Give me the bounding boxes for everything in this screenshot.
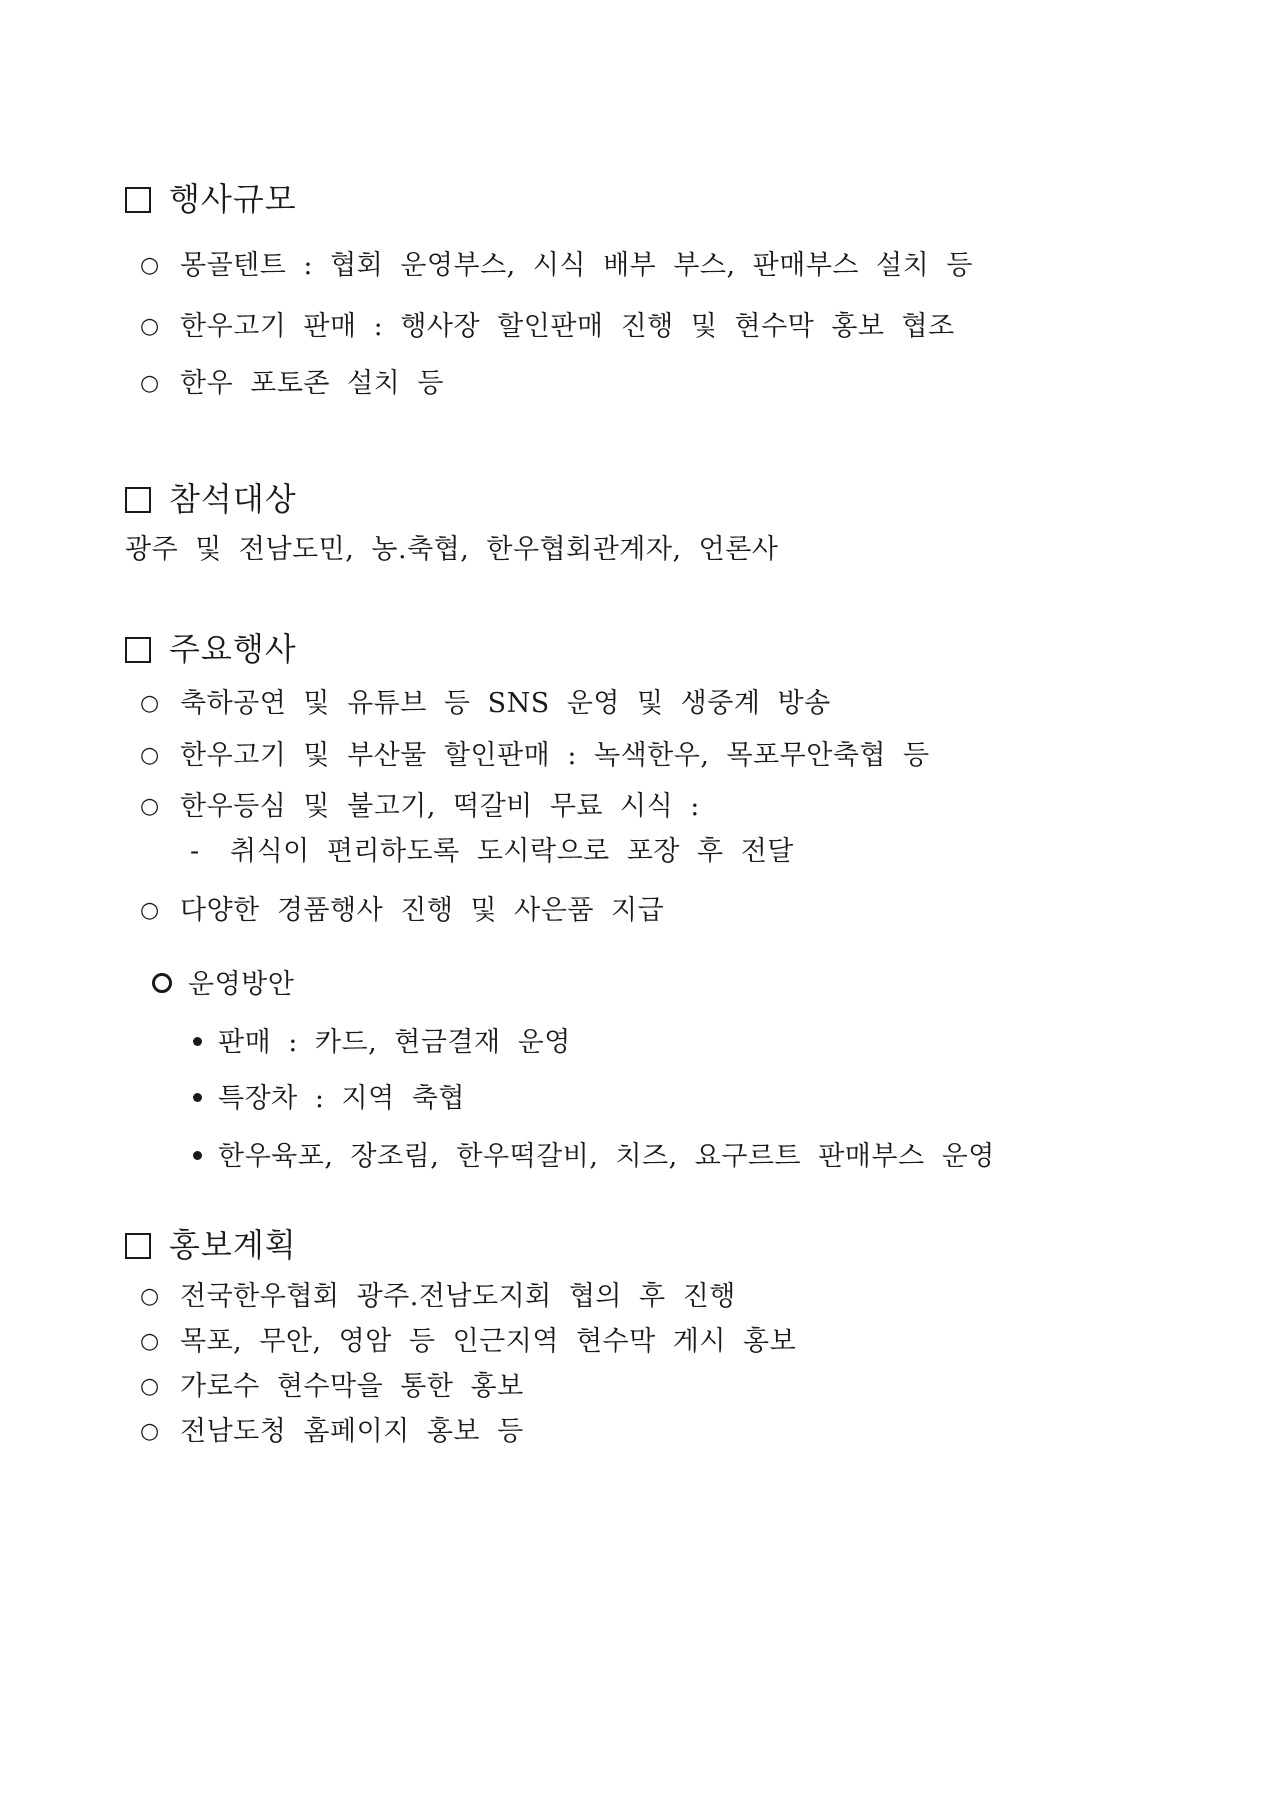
section-heading-text: 행사규모 (169, 180, 297, 218)
list-item-text: 한우등심 및 불고기, 떡갈비 무료 시식 : (180, 791, 700, 822)
list-item (140, 690, 831, 717)
checkbox-square-icon (125, 487, 151, 513)
circle-bullet-icon: ○ (140, 794, 160, 819)
list-item (140, 252, 973, 279)
checkbox-square-icon (125, 187, 151, 213)
ring-bullet-icon (152, 973, 172, 993)
list-item-text: 목포, 무안, 영암 등 인근지역 현수막 게시 홍보 (180, 1326, 797, 1357)
operation-point (193, 1085, 465, 1112)
section-heading-attendees (125, 480, 297, 518)
list-item-text: 가로수 현수막을 통한 홍보 (180, 1371, 524, 1402)
attendees-text: 광주 및 전남도민, 농.축협, 한우협회관계자, 언론사 (125, 534, 779, 565)
operation-point-text: 한우육포, 장조림, 한우떡갈비, 치즈, 요구르트 판매부스 운영 (218, 1141, 995, 1172)
list-item-text: 한우고기 및 부산물 할인판매 : 녹색한우, 목포무안축협 등 (180, 740, 930, 771)
list-item (140, 313, 955, 340)
circle-bullet-icon: ○ (140, 898, 160, 923)
circle-bullet-icon: ○ (140, 743, 160, 768)
circle-bullet-icon: ○ (140, 1419, 160, 1444)
list-item-text: 한우 포토존 설치 등 (180, 368, 444, 399)
list-item (140, 1373, 524, 1400)
sub-dash-text: 취식이 편리하도록 도시락으로 포장 후 전달 (230, 836, 794, 867)
list-item (140, 897, 664, 924)
sub-dash-item (190, 838, 794, 865)
section-heading-scale (125, 180, 297, 218)
circle-bullet-icon: ○ (140, 371, 160, 396)
list-item-text: 다양한 경품행사 진행 및 사은품 지급 (180, 895, 665, 926)
list-item-text: 전남도청 홈페이지 홍보 등 (180, 1416, 524, 1447)
circle-bullet-icon: ○ (140, 314, 160, 339)
filled-dot-bullet-icon (193, 1093, 202, 1102)
list-item-text: 몽골텐트 : 협회 운영부스, 시식 배부 부스, 판매부스 설치 등 (180, 250, 973, 281)
circle-bullet-icon: ○ (140, 253, 160, 278)
list-item-text: 축하공연 및 유튜브 등 SNS 운영 및 생중계 방송 (180, 688, 831, 719)
filled-dot-bullet-icon (193, 1037, 202, 1046)
circle-bullet-icon: ○ (140, 1374, 160, 1399)
section-heading-promotion (125, 1226, 297, 1264)
checkbox-square-icon (125, 1233, 151, 1259)
dash-bullet-icon: - (190, 836, 200, 867)
checkbox-square-icon (125, 637, 151, 663)
circle-bullet-icon: ○ (140, 691, 160, 716)
list-item-text: 한우고기 판매 : 행사장 할인판매 진행 및 현수막 홍보 협조 (180, 311, 955, 342)
list-item (140, 742, 930, 769)
list-item (140, 1283, 736, 1310)
operation-point-text: 판매 : 카드, 현금결재 운영 (218, 1027, 571, 1058)
operation-point-text: 특장차 : 지역 축협 (218, 1083, 465, 1114)
section-heading-text: 홍보계획 (169, 1226, 297, 1264)
operation-point (193, 1029, 571, 1056)
operation-heading (152, 971, 294, 998)
list-item (140, 1328, 796, 1355)
circle-bullet-icon: ○ (140, 1284, 160, 1309)
section-heading-text: 참석대상 (169, 480, 297, 518)
operation-heading-text: 운영방안 (188, 969, 295, 1000)
list-item-text: 전국한우협회 광주.전남도지회 협의 후 진행 (180, 1281, 736, 1312)
operation-point (193, 1143, 995, 1170)
filled-dot-bullet-icon (193, 1151, 202, 1160)
section-heading-main-events (125, 630, 297, 668)
list-item (140, 1418, 524, 1445)
section-heading-text: 주요행사 (169, 630, 297, 668)
circle-bullet-icon: ○ (140, 1329, 160, 1354)
list-item (140, 370, 444, 397)
list-item (140, 793, 700, 820)
